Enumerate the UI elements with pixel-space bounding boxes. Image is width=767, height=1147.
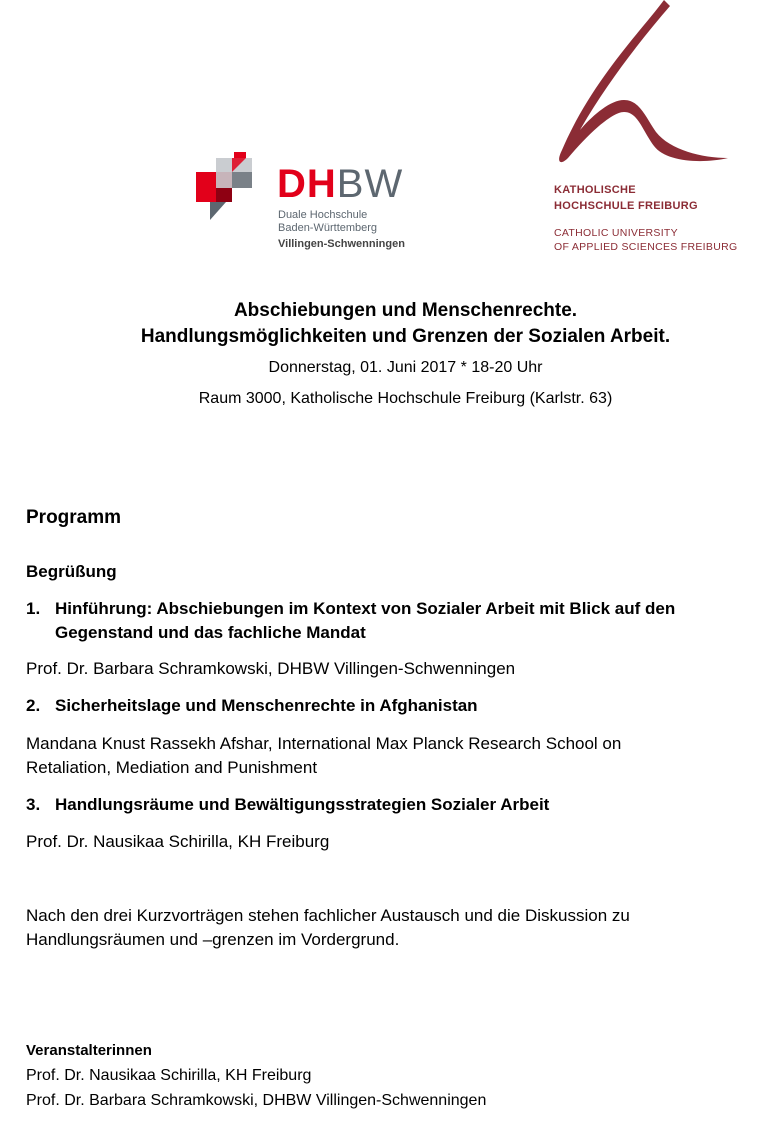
dhbw-logo-mark <box>196 152 268 222</box>
item-2-speaker-line-2: Retaliation, Mediation and Punishment <box>26 758 318 777</box>
dhbw-logo <box>196 152 426 262</box>
kh-freiburg-logo <box>552 0 767 260</box>
closing-text-line-2: Handlungsräumen und –grenzen im Vordergrund. <box>26 930 400 949</box>
program-heading: Programm <box>26 507 122 528</box>
item-1-number: 1. <box>26 599 41 618</box>
item-3-title: Handlungsräume und Bewältigungsstrategien Sozialer Arbeit <box>55 795 550 814</box>
dhbw-wordmark: DHBW <box>277 162 404 206</box>
item-1-title-line-1: Hinführung: Abschiebungen im Kontext von Sozialer Arbeit mit Blick auf den <box>55 599 676 618</box>
item-1-title-line-2: Gegenstand und das fachliche Mandat <box>55 623 366 642</box>
organizers-heading: Veranstalterinnen <box>26 1042 152 1059</box>
item-2-title: Sicherheitslage und Menschenrechte in Afghanistan <box>55 696 478 715</box>
event-location: Raum 3000, Katholische Hochschule Freiburg (Karlstr. 63) <box>198 390 613 407</box>
dhbw-subtitle-2: Baden-Württemberg <box>278 222 378 234</box>
kh-logo-mark <box>552 0 732 175</box>
event-date: Donnerstag, 01. Juni 2017 * 18-20 Uhr <box>268 359 543 376</box>
kh-name-line-1: KATHOLISCHE <box>554 184 636 196</box>
item-1-speaker: Prof. Dr. Barbara Schramkowski, DHBW Villingen-Schwenningen <box>26 659 516 678</box>
item-3-speaker: Prof. Dr. Nausikaa Schirilla, KH Freiburg <box>26 832 330 851</box>
kh-english-line-1: CATHOLIC UNIVERSITY <box>554 227 678 239</box>
item-2-speaker-line-1: Mandana Knust Rassekh Afshar, International Max Planck Research School on <box>26 734 622 753</box>
kh-english-line-2: OF APPLIED SCIENCES FREIBURG <box>554 241 738 253</box>
program-greeting: Begrüßung <box>26 562 117 581</box>
kh-name-line-2: HOCHSCHULE FREIBURG <box>554 200 698 212</box>
event-title-line-2: Handlungsmöglichkeiten und Grenzen der Sozialen Arbeit. <box>140 326 671 347</box>
event-title-line-1: Abschiebungen und Menschenrechte. <box>233 300 578 321</box>
item-3-number: 3. <box>26 795 41 814</box>
dhbw-subtitle-1: Duale Hochschule <box>278 209 368 221</box>
organizer-name: Prof. Dr. Nausikaa Schirilla, KH Freiburg <box>26 1067 312 1084</box>
organizer-name: Prof. Dr. Barbara Schramkowski, DHBW Villingen-Schwenningen <box>26 1092 487 1109</box>
dhbw-subtitle-3: Villingen-Schwenningen <box>278 238 405 250</box>
item-2-number: 2. <box>26 696 41 715</box>
closing-text-line-1: Nach den drei Kurzvorträgen stehen fachlicher Austausch und die Diskussion zu <box>26 906 630 925</box>
